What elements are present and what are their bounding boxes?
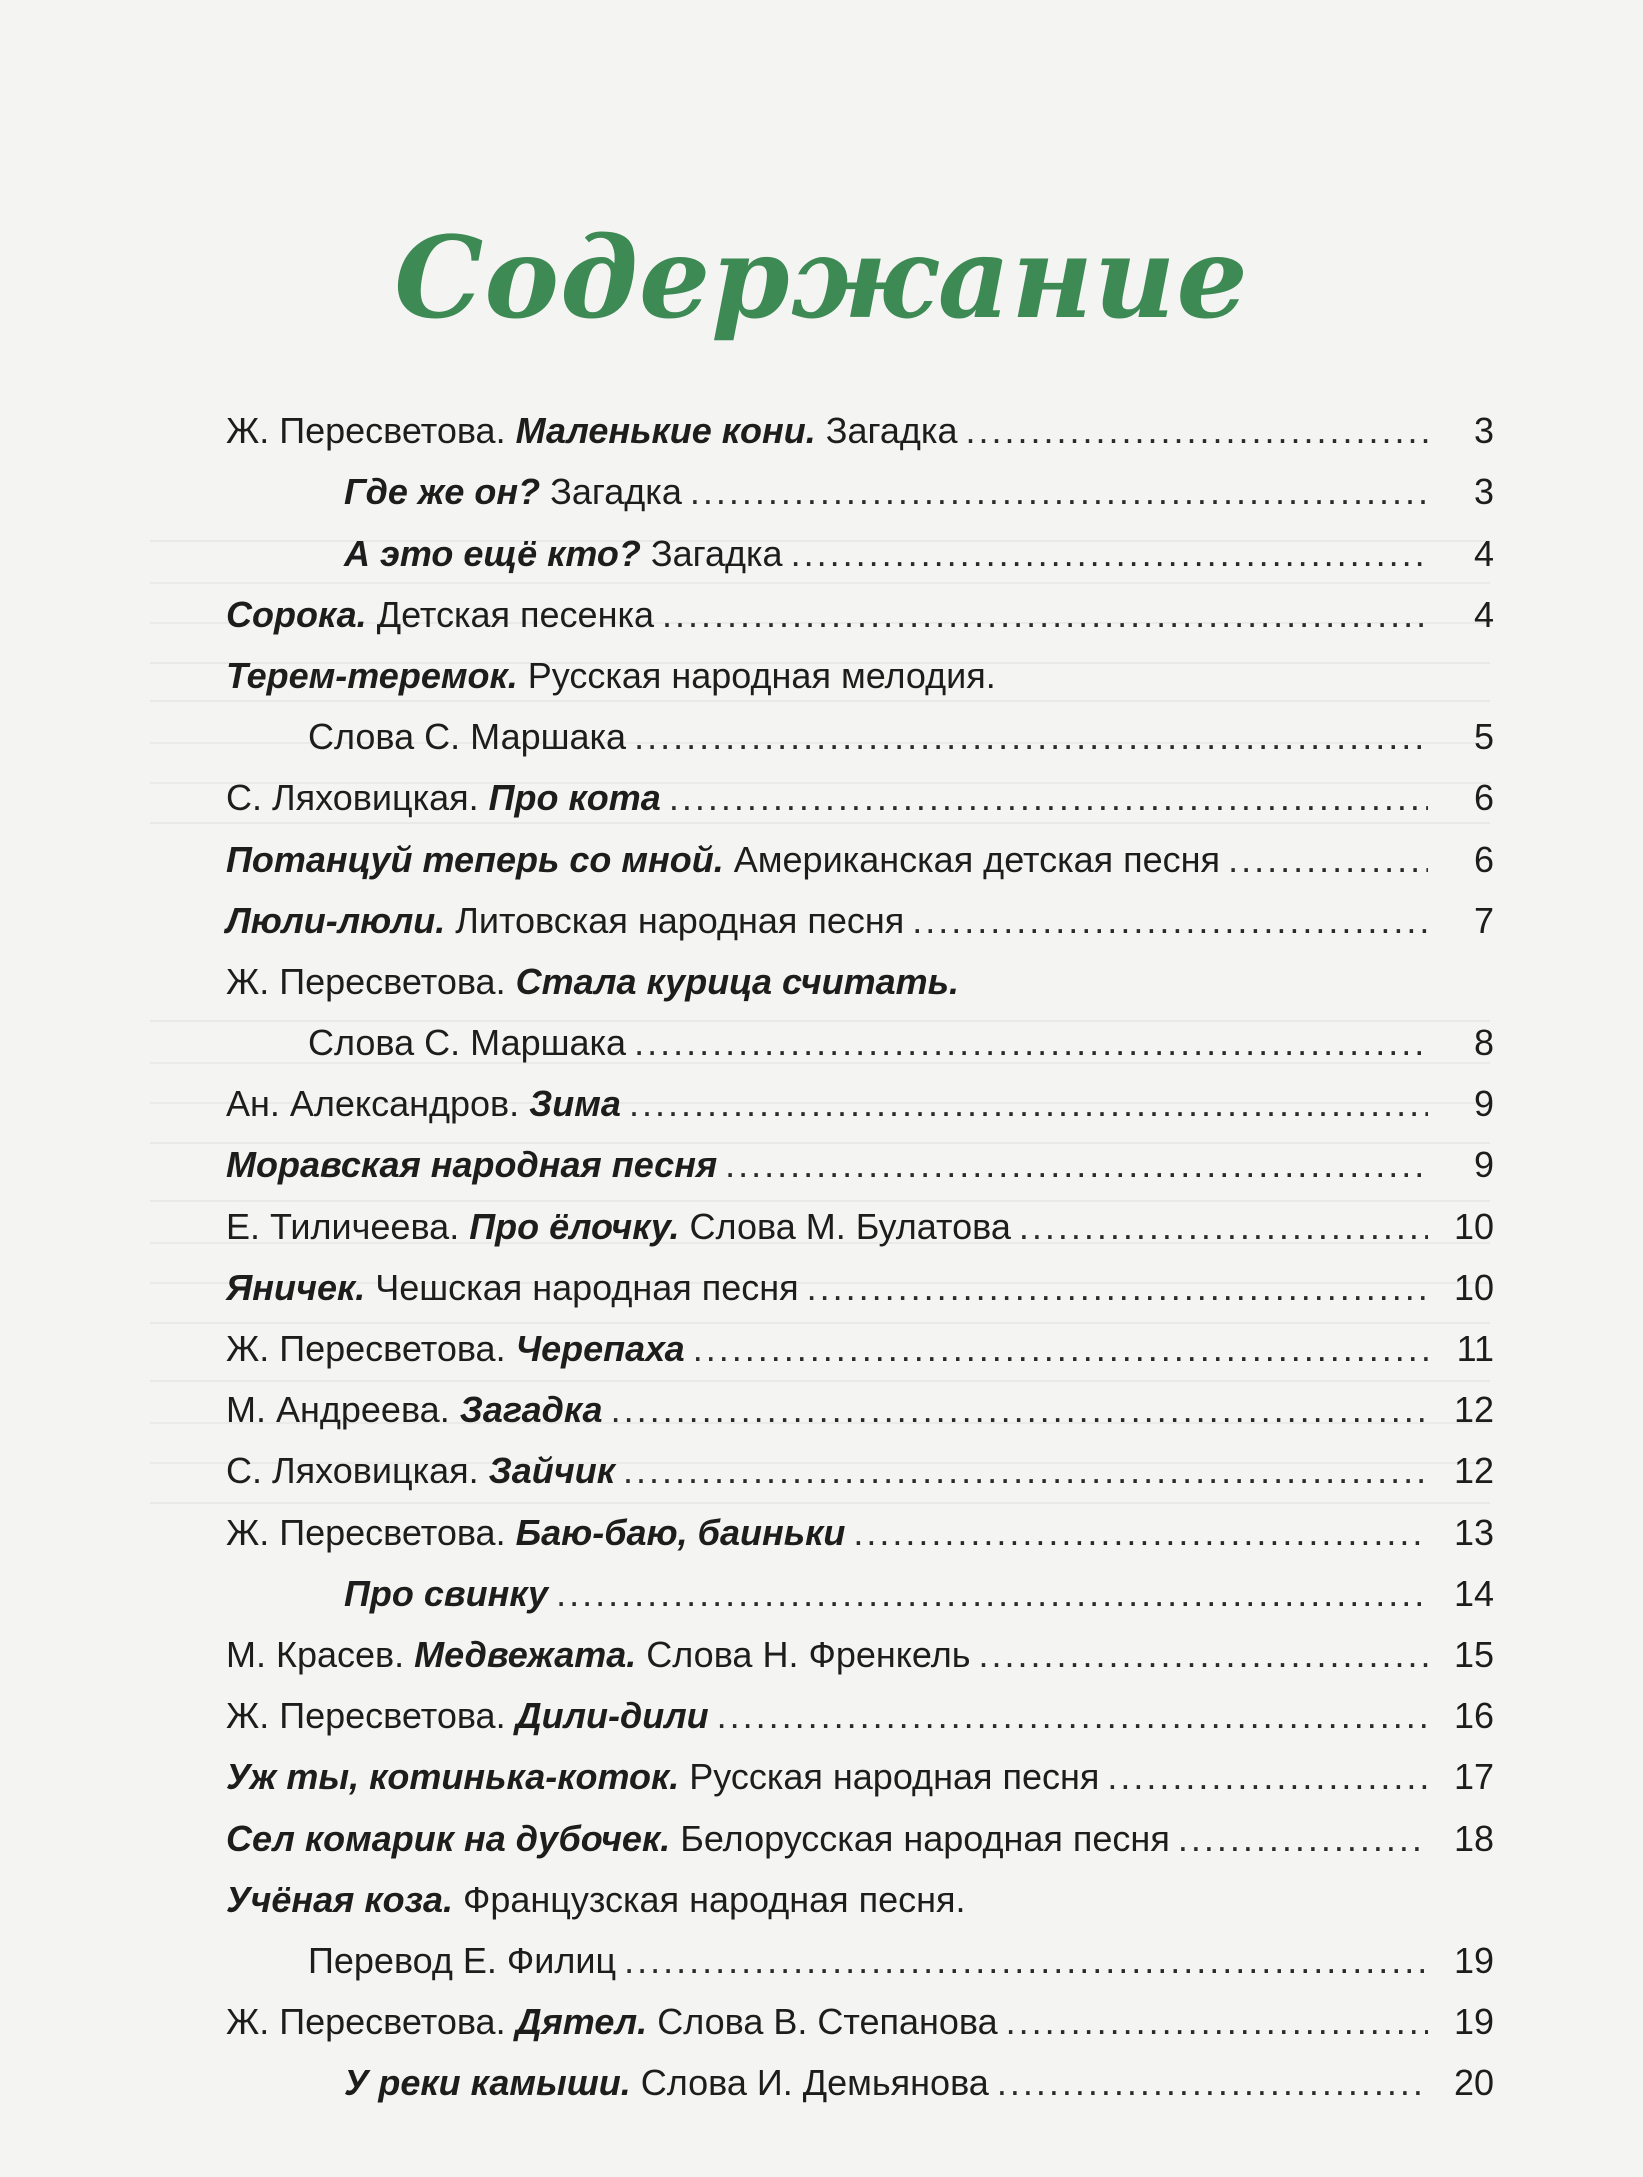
toc-entry-author: Ж. Пересветова. [226, 410, 516, 452]
toc-entry-text [308, 715, 634, 759]
toc-entry [226, 392, 1494, 453]
dot-leader [669, 776, 1428, 820]
toc-entry [226, 1371, 1494, 1432]
toc-entry-page-number: 16 [1453, 1695, 1494, 1737]
toc-entry [226, 1799, 1494, 1860]
toc-entry-title: Уж ты, котинька-коток. [226, 1756, 680, 1798]
toc-entry-description: Американская детская песня [723, 838, 1221, 880]
toc-entry-text [226, 1327, 693, 1371]
toc-entry [226, 1065, 1494, 1126]
toc-entry-description: Слова И. Демьянова [630, 2062, 989, 2104]
toc-entry-text [226, 1388, 611, 1432]
toc-entry-author: Ж. Пересветова. [226, 1695, 516, 1737]
toc-entry-page-number: 6 [1473, 777, 1494, 819]
toc-entry [226, 576, 1494, 637]
toc-entry-page-number: 4 [1473, 593, 1494, 635]
toc-entry-description: Литовская народная песня [445, 899, 905, 941]
toc-entry-page-number: 18 [1453, 1817, 1494, 1859]
toc-entry-description: Слова М. Булатова [679, 1205, 1011, 1247]
toc-entry-page-number: 9 [1473, 1083, 1494, 1125]
toc-entry [226, 1861, 1494, 1922]
toc-entry-title: Сел комарик на дубочек. [226, 1817, 671, 1859]
toc-entry-title: Моравская народная песня [226, 1144, 718, 1186]
toc-entry-description: Загадка [540, 471, 682, 513]
dot-leader [997, 2061, 1428, 2105]
toc-entry-description: Чешская народная песня [365, 1266, 799, 1308]
toc-entry-text [308, 1021, 634, 1065]
toc-entry [226, 1555, 1494, 1616]
toc-entry-page-number: 20 [1453, 2062, 1494, 2104]
toc-entry-text [226, 838, 1228, 882]
toc-entry-description: Загадка [640, 532, 783, 574]
toc-entry-title: Про ёлочку. [469, 1205, 680, 1247]
dot-leader [693, 1327, 1428, 1371]
toc-entry-text [344, 1572, 556, 1616]
toc-entry-description: Загадка [815, 410, 958, 452]
toc-entry-page-number: 9 [1473, 1144, 1494, 1186]
toc-entry-text [226, 1143, 725, 1187]
toc-entry-title: Маленькие кони. [515, 410, 816, 452]
dot-leader [629, 1082, 1428, 1126]
toc-entry [226, 1738, 1494, 1799]
dot-leader [624, 1939, 1428, 1983]
table-of-contents [226, 392, 1494, 2105]
dot-leader [965, 409, 1428, 453]
toc-entry-text [226, 1205, 1019, 1249]
toc-entry-text [226, 1449, 623, 1493]
toc-entry-title: Где же он? [344, 471, 541, 513]
toc-entry-text [226, 1511, 853, 1555]
toc-entry-text [226, 409, 965, 453]
toc-entry [226, 1677, 1494, 1738]
toc-entry-description: Русская народная мелодия. [517, 654, 996, 696]
toc-entry-title: Дятел. [515, 2001, 648, 2043]
toc-entry [226, 759, 1494, 820]
toc-entry-page-number: 12 [1453, 1450, 1494, 1492]
toc-entry-author: Ж. Пересветова. [226, 1328, 516, 1369]
toc-entry-text [226, 654, 1004, 698]
toc-entry-page-number: 14 [1453, 1572, 1494, 1614]
toc-entry-title: Стала курица считать. [515, 960, 960, 1002]
toc-entry-text [226, 2000, 1006, 2044]
toc-entry-page-number: 6 [1473, 838, 1494, 880]
toc-entry [226, 637, 1494, 698]
toc-entry-title: Зайчик [488, 1450, 616, 1492]
toc-entry-author: Перевод Е. Филиц [308, 1939, 617, 1981]
toc-entry-page-number: 5 [1473, 716, 1494, 758]
toc-entry-text [226, 899, 912, 943]
toc-entry-author: М. Красев. [226, 1633, 415, 1675]
toc-entry-title: А это ещё кто? [344, 532, 641, 574]
toc-entry-title: Баю-баю, баиньки [515, 1511, 846, 1553]
toc-entry-author: С. Ляховицкая. [226, 777, 489, 819]
toc-entry [226, 943, 1494, 1004]
dot-leader [807, 1266, 1428, 1310]
dot-leader [634, 1021, 1428, 1065]
toc-entry [226, 820, 1494, 881]
toc-entry-text [226, 593, 662, 637]
toc-entry [226, 698, 1494, 759]
toc-entry-text [226, 1633, 978, 1677]
toc-entry-page-number: 8 [1473, 1022, 1494, 1064]
toc-entry-title: Загадка [459, 1389, 603, 1431]
toc-entry-text [344, 470, 690, 514]
dot-leader [717, 1694, 1428, 1738]
toc-entry-description: Французская народная песня. [453, 1878, 966, 1920]
toc-entry-title: Люли-люли. [226, 899, 446, 941]
toc-entry [226, 1432, 1494, 1493]
dot-leader [1228, 838, 1428, 882]
dot-leader [1019, 1205, 1428, 1249]
toc-entry-author: Ан. Александров. [226, 1083, 530, 1125]
toc-entry-title: Потанцуй теперь со мной. [226, 838, 724, 880]
toc-entry-title: Терем-теремок. [226, 654, 518, 696]
toc-entry-page-number: 15 [1453, 1633, 1494, 1675]
toc-entry [226, 453, 1494, 514]
toc-entry [226, 1493, 1494, 1554]
toc-entry-text [344, 532, 791, 576]
toc-entry [226, 1249, 1494, 1310]
toc-entry-text [226, 1878, 974, 1922]
toc-entry-description: Слова Н. Френкель [636, 1633, 971, 1675]
toc-entry-text [226, 1694, 717, 1738]
toc-entry-description: Слова В. Степанова [647, 2001, 998, 2043]
toc-entry [226, 1616, 1494, 1677]
toc-entry-page-number: 3 [1473, 471, 1494, 513]
toc-entry-page-number: 4 [1473, 532, 1494, 574]
toc-entry-page-number: 19 [1453, 2001, 1494, 2043]
toc-entry [226, 1187, 1494, 1248]
toc-entry-page-number: 17 [1453, 1756, 1494, 1798]
dot-leader [1107, 1755, 1428, 1799]
toc-entry-author: Слова С. Маршака [308, 716, 627, 758]
dot-leader [791, 532, 1428, 576]
dot-leader [1006, 2000, 1428, 2044]
toc-entry-page-number: 7 [1473, 899, 1494, 941]
page-title: Содержание [394, 213, 1249, 345]
toc-entry-author: Ж. Пересветова. [226, 960, 516, 1002]
toc-entry-author: С. Ляховицкая. [226, 1450, 489, 1492]
toc-entry-page-number: 19 [1453, 1939, 1494, 1981]
toc-entry [226, 2044, 1494, 2105]
toc-entry-author: Ж. Пересветова. [226, 2001, 516, 2043]
toc-entry-title: Про кота [488, 777, 661, 819]
toc-entry-page-number: 3 [1473, 410, 1494, 452]
toc-entry [226, 1004, 1494, 1065]
toc-entry-author: Слова С. Маршака [308, 1022, 627, 1064]
toc-entry-author: Ж. Пересветова. [226, 1511, 516, 1553]
toc-entry-text [226, 1817, 1178, 1861]
toc-entry-author: Е. Тиличеева. [226, 1205, 470, 1247]
toc-entry [226, 1310, 1494, 1371]
toc-entry-description: Русская народная песня [679, 1756, 1100, 1798]
dot-leader [611, 1388, 1428, 1432]
dot-leader [725, 1143, 1428, 1187]
toc-entry [226, 882, 1494, 943]
toc-entry [226, 1126, 1494, 1187]
toc-entry-text [308, 1939, 624, 1983]
toc-entry-text [226, 1082, 629, 1126]
toc-entry-text [344, 2061, 997, 2105]
toc-entry [226, 1922, 1494, 1983]
toc-entry-title: Про свинку [344, 1572, 549, 1614]
dot-leader [556, 1572, 1428, 1616]
toc-entry-title: Черепаха [515, 1328, 685, 1369]
dot-leader [623, 1449, 1428, 1493]
toc-entry [226, 514, 1494, 575]
toc-entry-page-number: 10 [1453, 1205, 1494, 1247]
dot-leader [662, 593, 1428, 637]
toc-entry-author: М. Андреева. [226, 1389, 460, 1431]
dot-leader [912, 899, 1428, 943]
toc-entry-title: Учёная коза. [226, 1878, 453, 1920]
dot-leader [1178, 1817, 1428, 1861]
toc-entry-title: У реки камыши. [344, 2062, 631, 2104]
toc-entry-description: Детская песенка [366, 593, 655, 635]
dot-leader [634, 715, 1428, 759]
toc-entry-title: Зима [529, 1083, 621, 1125]
toc-entry-text [226, 960, 967, 1004]
toc-entry-title: Яничек. [226, 1266, 366, 1308]
dot-leader [690, 470, 1428, 514]
toc-entry-title: Медвежата. [414, 1633, 637, 1675]
toc-entry-title: Дили-дили [515, 1695, 709, 1737]
toc-entry-page-number: 12 [1453, 1389, 1494, 1431]
toc-entry-page-number: 10 [1453, 1266, 1494, 1308]
toc-entry-page-number: 13 [1453, 1511, 1494, 1553]
toc-entry-text [226, 1755, 1107, 1799]
dot-leader [978, 1633, 1428, 1677]
toc-entry-text [226, 1266, 807, 1310]
toc-entry-title: Сорока. [226, 593, 367, 635]
dot-leader [853, 1511, 1428, 1555]
toc-entry-text [226, 776, 669, 820]
toc-entry-description: Белорусская народная песня [670, 1817, 1170, 1859]
toc-entry [226, 1983, 1494, 2044]
toc-entry-page-number: 11 [1456, 1328, 1494, 1369]
